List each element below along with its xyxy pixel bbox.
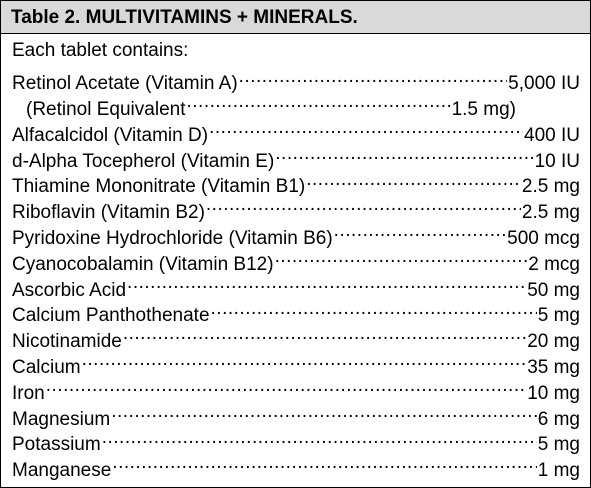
- row-name: Ascorbic Acid: [12, 279, 127, 301]
- row-amount: 400 IU: [524, 124, 580, 146]
- dot-leader: [111, 399, 537, 425]
- row-amount: 500 mcg: [507, 228, 580, 250]
- table-row: [12, 373, 580, 404]
- dot-leader: [306, 167, 521, 193]
- table-body: [1, 34, 590, 482]
- row-name: Thiamine Mononitrate (Vitamin B1): [12, 176, 306, 198]
- dot-leader: [209, 115, 523, 141]
- table-intro: Each tablet contains:: [12, 40, 189, 61]
- dot-leader: [102, 425, 537, 451]
- row-amount: 5 mg: [537, 434, 580, 456]
- row-amount: 6 mg: [537, 408, 580, 430]
- dot-leader: [186, 89, 450, 115]
- row-amount: 50 mg: [527, 279, 580, 301]
- row-amount: 35 mg: [527, 357, 580, 379]
- row-name: Riboflavin (Vitamin B2): [12, 202, 205, 224]
- row-amount: 10 mg: [527, 382, 580, 404]
- table-title: Table 2. MULTIVITAMINS + MINERALS.: [1, 1, 590, 34]
- table-row: [12, 399, 580, 430]
- row-name: Pyridoxine Hydrochloride (Vitamin B6): [12, 228, 333, 250]
- row-name: Calcium Panthothenate: [12, 305, 210, 327]
- row-name: Nicotinamide: [12, 331, 122, 353]
- dot-leader: [82, 347, 527, 373]
- row-name: Retinol Acetate (Vitamin A): [12, 73, 238, 95]
- row-amount: 1 mg: [537, 460, 580, 482]
- dot-leader: [239, 64, 508, 90]
- row-name: Magnesium: [12, 408, 111, 430]
- row-amount: 2.5 mg: [521, 176, 580, 198]
- row-amount: 5 mg: [537, 305, 580, 327]
- row-name: Calcium: [12, 357, 81, 379]
- dot-leader: [206, 192, 521, 218]
- row-amount: 5,000 IU: [508, 73, 580, 95]
- dot-leader: [334, 218, 506, 244]
- dot-leader: [211, 296, 537, 322]
- dot-leader: [275, 141, 533, 167]
- row-name: d-Alpha Tocepherol (Vitamin E): [12, 150, 275, 172]
- row-amount: 2.5 mg: [521, 202, 580, 224]
- table-row: [12, 347, 580, 379]
- row-name: Manganese: [12, 460, 112, 482]
- row-name: Iron: [12, 382, 45, 404]
- row-name: Cyanocobalamin (Vitamin B12): [12, 253, 274, 275]
- row-amount: 20 mg: [527, 331, 580, 353]
- dot-leader: [112, 450, 536, 476]
- table-row: [12, 64, 580, 95]
- row-name: Alfacalcidol (Vitamin D): [12, 124, 209, 146]
- row-name: Potassium: [12, 434, 101, 456]
- row-amount: 2 mcg: [528, 253, 580, 275]
- dot-leader: [123, 321, 526, 347]
- dot-leader: [275, 244, 528, 270]
- row-name: (Retinol Equivalent: [26, 99, 186, 121]
- dot-leader: [127, 270, 526, 296]
- dot-leader: [46, 373, 526, 399]
- row-amount: 10 IU: [534, 150, 580, 172]
- row-amount: 1.5 mg): [451, 99, 516, 121]
